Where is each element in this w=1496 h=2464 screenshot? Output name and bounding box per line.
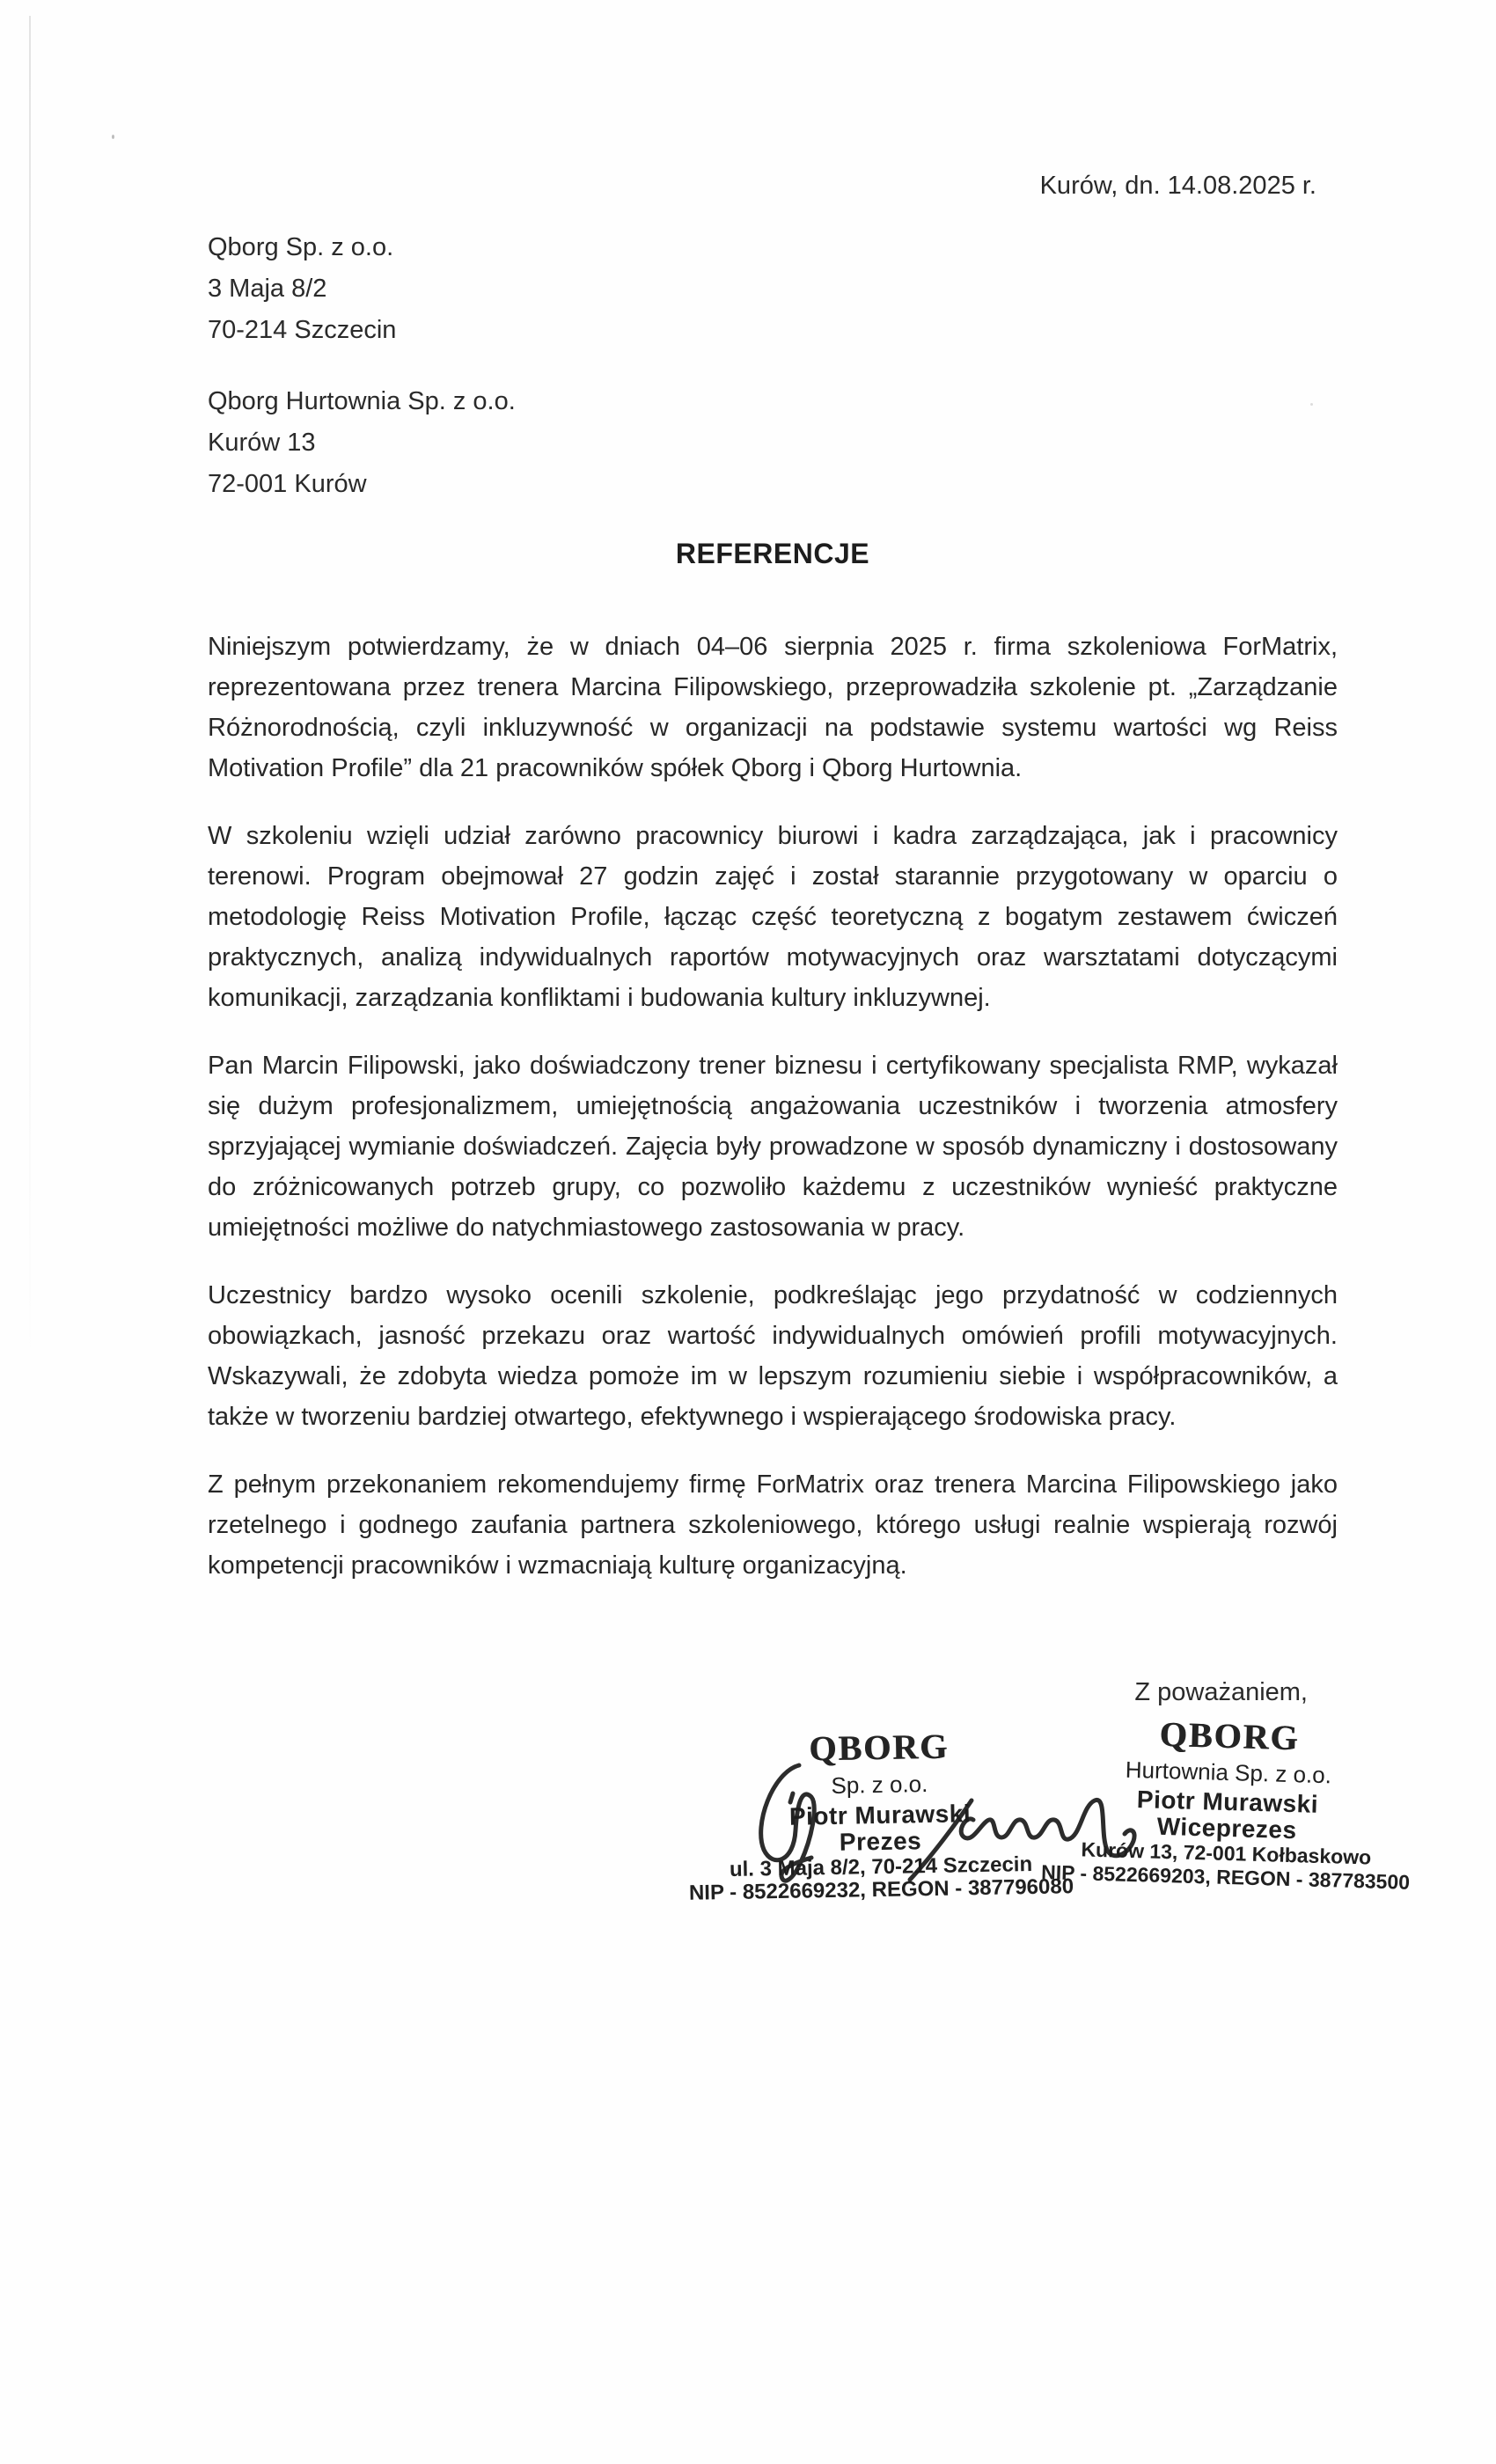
stamp-company-type: Sp. z o.o.	[831, 1771, 928, 1799]
closing-line: Z poważaniem,	[1134, 1678, 1308, 1706]
stamp-address: ul. 3 Maja 8/2, 70-214 Szczecin	[729, 1852, 1033, 1881]
paragraph-1: Niniejszym potwierdzamy, że w dniach 04–06 sierpnia 2025 r. firma szkoleniowa ForMatrix, reprezentowana przez trenera Marcina Filipowskiego, przeprowadziła szkolenie pt. „Zarządzanie Różnorodnością, czyli inkluzywność w organizacji na podstawie systemu wartości wg Reiss Motivation Profile” dla 21 pracowników spółek Qborg i Qborg Hurtownia.	[208, 633, 1338, 782]
addressee-block-qborg	[208, 227, 396, 351]
qborg-logo: QBORG	[808, 1726, 950, 1769]
scan-artifact-line	[29, 16, 31, 1375]
paragraph-2: W szkoleniu wzięli udział zarówno pracownicy biurowi i kadra zarządzająca, jak i pracownicy terenowi. Program obejmował 27 godzin zajęć i został starannie przygotowany w oparciu o metodologię Reiss Motivation Profile, łącząc część teoretyczną z bogatym zestawem ćwiczeń praktycznych, analizą indywidualnych raportów motywacyjnych oraz warsztatami dotyczącymi komunikacji, zarządzania konfliktami i budowania kultury inkluzywnej.	[208, 822, 1338, 1012]
company-city: 72-001 Kurów	[208, 470, 367, 498]
stamp-person-role: Prezes	[839, 1827, 922, 1856]
stamp-person-name: Piotr Murawski	[788, 1800, 972, 1830]
addressee-block-qborg-hurtownia	[208, 381, 516, 505]
scan-artifact-speck	[112, 135, 114, 139]
scan-artifact-speck	[1310, 403, 1313, 406]
company-name: Qborg Hurtownia Sp. z o.o.	[208, 387, 516, 415]
paragraph-3: Pan Marcin Filipowski, jako doświadczony trener biznesu i certyfikowany specjalista RMP, wykazał się dużym profesjonalizmem, umiejętnością angażowania uczestników i tworzenia atmosfery sprzyjającej wymianie doświadczeń. Zajęcia były prowadzone w sposób dynamiczny i dostosowany do zróżnicowanych potrzeb grupy, co pozwoliło każdemu z uczestników wynieść praktyczne umiejętności możliwe do natychmiastowego zastosowania w pracy.	[208, 1052, 1338, 1242]
handwritten-signature	[746, 1751, 1142, 1892]
qborg-logo: QBORG	[1159, 1713, 1301, 1758]
stamp-person-name: Piotr Murawski	[1136, 1786, 1319, 1818]
company-street: 3 Maja 8/2	[208, 275, 327, 303]
paragraph-4: Uczestnicy bardzo wysoko ocenili szkolenie, podkreślając jego przydatność w codziennych obowiązkach, jasność przekazu oraz wartość indywidualnych omówień profili motywacyjnych. Wskazywali, że zdobyta wiedza pomoże im w lepszym rozumieniu siebie i współpracowników, a także w tworzeniu bardziej otwartego, efektywnego i wspierającego środowiska pracy.	[208, 1281, 1338, 1431]
company-name: Qborg Sp. z o.o.	[208, 233, 394, 261]
stamp-person-role: Wiceprezes	[1156, 1812, 1297, 1844]
city-date-line: Kurów, dn. 14.08.2025 r.	[1039, 172, 1316, 200]
document-title: REFERENCJE	[675, 538, 870, 569]
paragraph-5: Z pełnym przekonaniem rekomendujemy firmę ForMatrix oraz trenera Marcina Filipowskiego jako rzetelnego i godnego zaufania partnera szkoleniowego, którego usługi realnie wspierają rozwój kompetencji pracowników i wzmacniają kulturę organizacyjną.	[208, 1470, 1338, 1580]
company-city: 70-214 Szczecin	[208, 316, 397, 344]
stamp-company-type: Hurtownia Sp. z o.o.	[1125, 1756, 1332, 1789]
letter-body	[208, 627, 1338, 1613]
stamp-registration-numbers: NIP - 8522669203, REGON - 387783500	[1040, 1860, 1411, 1894]
company-street: Kurów 13	[208, 429, 316, 457]
stamp-registration-numbers: NIP - 8522669232, REGON - 387796080	[688, 1874, 1074, 1905]
stamp-address: Kurów 13, 72-001 Kołbaskowo	[1081, 1837, 1372, 1869]
